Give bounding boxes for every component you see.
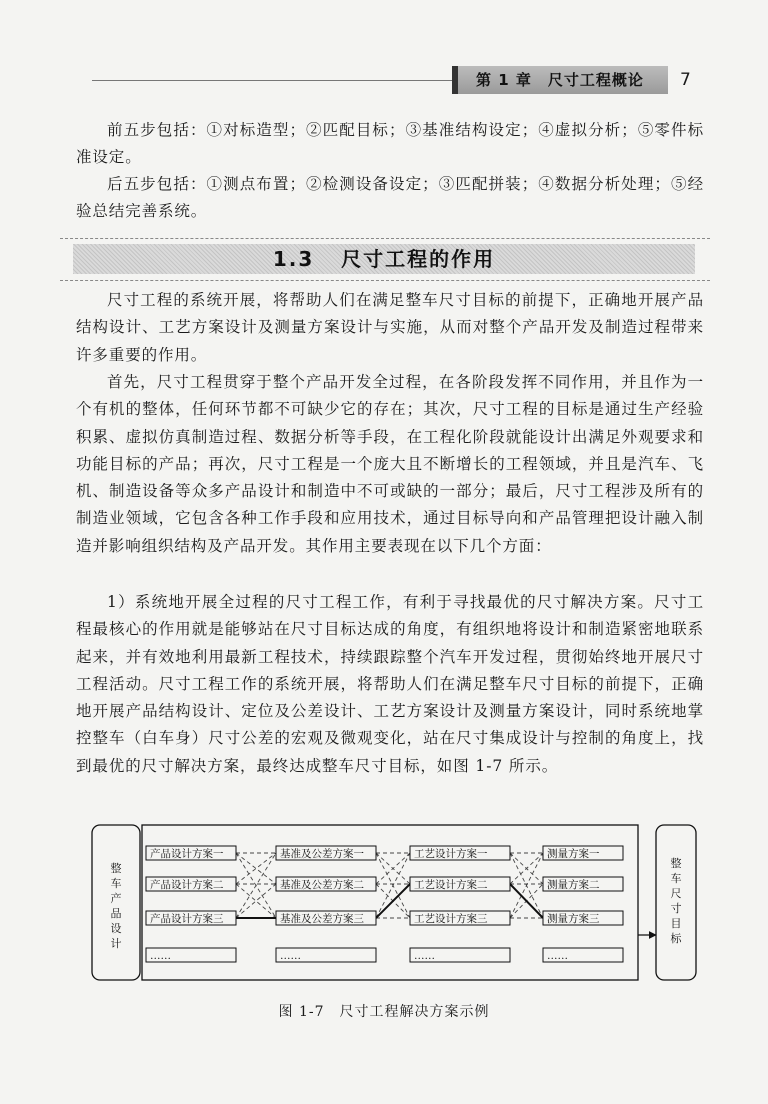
- dashed-link: [376, 853, 410, 918]
- vertical-char: 标: [670, 932, 682, 945]
- chapter-header: 第 1 章 尺寸工程概论: [452, 66, 668, 94]
- scheme-label: 工艺设计方案二: [414, 879, 488, 891]
- paragraph-roles: 首先，尺寸工程贯穿于整个产品开发全过程，在各阶段发挥不同作用，并且作为一个有机的整体，任何环节都不可缺少它的存在；其次，尺寸工程的目标是通过生产经验积累、虚拟仿真制造过程、数据分析等手段，在工程化阶段就能设计出满足外观要求和功能目标的产品；再次，尺寸工程是一个庞大且不断增长的工程领域，并且是汽车、飞机、制造设备等众多产品设计和制造中不可或缺的一部分；最后，尺寸工程涉及所有的制造业领域，它包含各种工作手段和应用技术，通过目标导向和产品管理把设计融入制造并影响组织结构及产品开发。其作用主要表现在以下几个方面：: [76, 373, 704, 555]
- vertical-char: 目: [670, 917, 682, 930]
- scheme-label: 产品设计方案三: [150, 913, 224, 925]
- header-rule: [92, 80, 452, 81]
- scheme-label: 基准及公差方案二: [280, 879, 364, 891]
- scheme-label: 测量方案三: [547, 913, 600, 925]
- dashed-link: [376, 853, 410, 884]
- section-rule-top: [60, 238, 710, 239]
- vertical-char: 整: [670, 857, 682, 870]
- scheme-label: 产品设计方案一: [150, 848, 224, 860]
- solution-diagram: [0, 815, 768, 995]
- page-number: 7: [680, 70, 691, 90]
- scheme-label: 基准及公差方案三: [280, 913, 364, 925]
- section-rule-bottom: [60, 280, 710, 281]
- paragraph-last-five-steps: 后五步包括：①测点布置；②检测设备设定；③匹配拼装；④数据分析处理；⑤经验总结完善系统。: [76, 175, 704, 221]
- vertical-char: 整: [110, 862, 122, 875]
- vertical-char: 品: [110, 907, 122, 920]
- scheme-label: ……: [280, 950, 301, 962]
- left-label-product-design: [111, 861, 122, 950]
- diagram-boxes: [146, 846, 623, 962]
- vertical-char: 尺: [670, 887, 682, 900]
- right-label-size-target: [671, 856, 683, 945]
- scheme-label: 工艺设计方案三: [414, 913, 488, 925]
- vertical-char: 产: [110, 892, 122, 905]
- scheme-label: 工艺设计方案一: [414, 848, 488, 860]
- vertical-char: 计: [110, 937, 122, 950]
- section-heading: [73, 244, 695, 274]
- vertical-char: 设: [110, 922, 122, 935]
- figure-caption: 图 1-7 尺寸工程解决方案示例: [278, 1004, 490, 1020]
- scheme-label: 产品设计方案二: [150, 879, 224, 891]
- section-number: 1.3: [272, 247, 315, 271]
- scheme-label: ……: [414, 950, 435, 962]
- scheme-label: 测量方案二: [547, 879, 600, 891]
- scheme-label: ……: [150, 950, 171, 962]
- section-title: [73, 244, 695, 274]
- paragraph-intro: 尺寸工程的系统开展，将帮助人们在满足整车尺寸目标的前提下，正确地开展产品结构设计、工艺方案设计及测量方案设计与实施，从而对整个产品开发及制造过程带来许多重要的作用。: [76, 291, 704, 364]
- paragraph-point-1: 1）系统地开展全过程的尺寸工程工作，有利于寻找最优的尺寸解决方案。尺寸工程最核心的作用就是能够站在尺寸目标达成的角度，有组织地将设计和制造紧密地联系起来，并有效地利用最新工程技术，持续跟踪整个汽车开发过程，贯彻始终地开展尺寸工程活动。尺寸工程工作的系统开展，将帮助人们在满足整车尺寸目标的前提下，正确地开展产品结构设计、定位及公差设计、工艺方案设计及测量方案设计，同时系统地掌控整车（白车身）尺寸公差的宏观及微观变化，站在尺寸集成设计与控制的角度上，找到最优的尺寸解决方案，最终达成整车尺寸目标，如图 1-7 所示。: [76, 593, 704, 775]
- scheme-label: 基准及公差方案一: [280, 848, 364, 860]
- vertical-char: 车: [670, 872, 682, 885]
- scheme-label: 测量方案一: [547, 848, 600, 860]
- scheme-label: ……: [547, 950, 568, 962]
- vertical-char: 车: [110, 877, 122, 890]
- paragraph-first-five-steps: 前五步包括：①对标造型；②匹配目标；③基准结构设定；④虚拟分析；⑤零件标准设定。: [76, 121, 704, 167]
- vertical-char: 寸: [670, 902, 682, 915]
- section-title-text: 尺寸工程的作用: [341, 247, 496, 271]
